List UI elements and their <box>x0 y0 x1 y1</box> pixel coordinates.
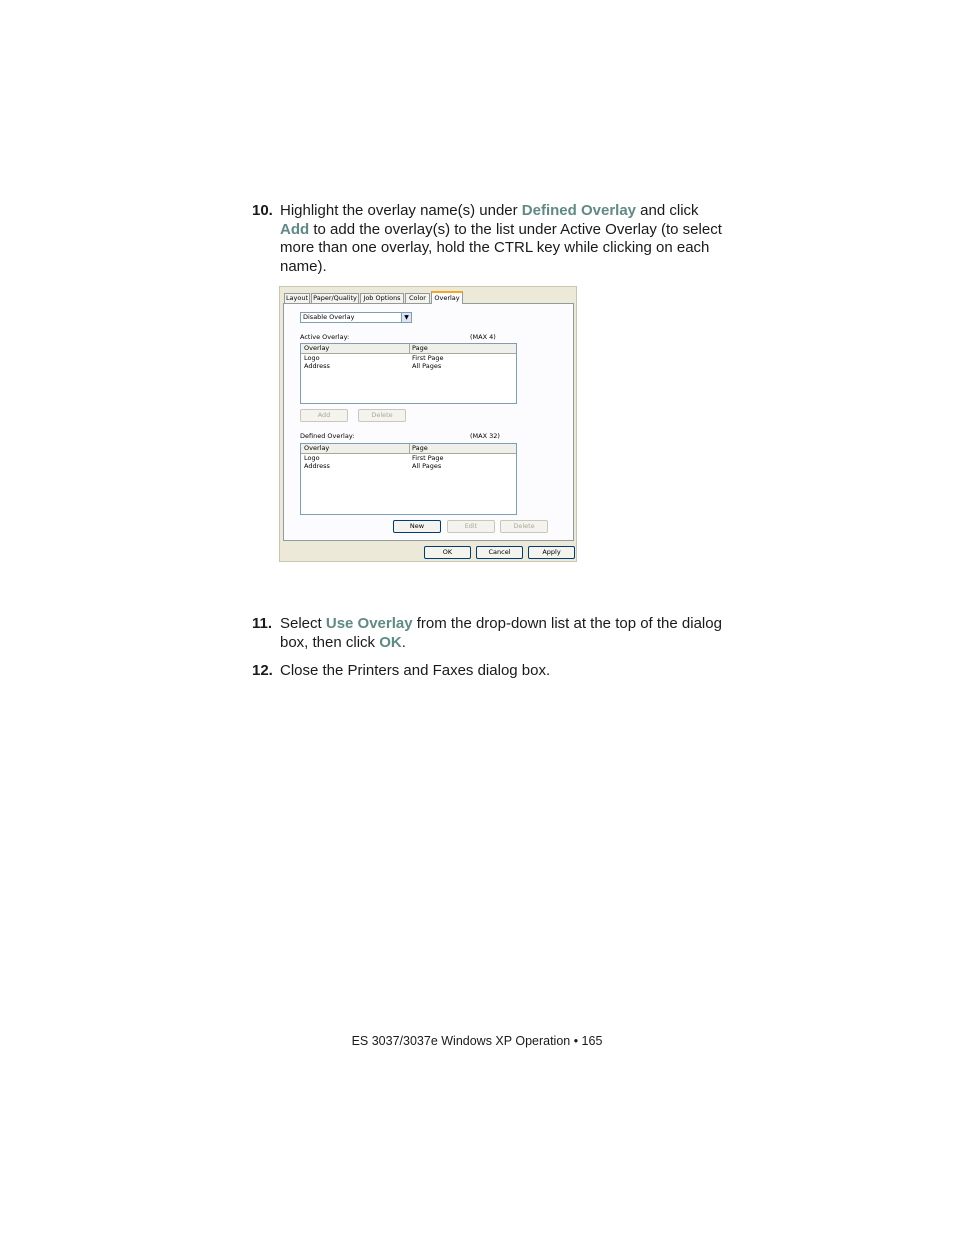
list-header <box>301 344 516 354</box>
page-footer: ES 3037/3037e Windows XP Operation • 165 <box>351 1034 603 1048</box>
list-header <box>301 444 516 454</box>
step-number: 12. <box>252 662 273 679</box>
tab-color[interactable]: Color <box>405 293 430 303</box>
tab-layout[interactable]: Layout <box>285 294 309 302</box>
overlay-dialog-screenshot <box>279 286 577 562</box>
defined-overlay-list[interactable] <box>300 443 517 515</box>
step-11 <box>252 615 722 652</box>
column-header-overlay[interactable]: Overlay <box>304 344 330 352</box>
tab-job-options[interactable]: Job Options <box>360 293 404 303</box>
active-overlay-max: (MAX 4) <box>470 333 496 341</box>
step-number: 10. <box>252 202 273 219</box>
overlay-mode-value: Disable Overlay <box>303 313 355 321</box>
edit-button[interactable]: Edit <box>447 520 495 533</box>
add-ref: Add <box>280 220 310 238</box>
delete-overlay-button[interactable]: Delete <box>500 520 548 533</box>
overlay-panel <box>283 303 574 541</box>
tab-paper-quality[interactable]: Paper/Quality <box>311 293 359 303</box>
column-header-overlay[interactable]: Overlay <box>304 444 330 452</box>
list-item[interactable]: Logo First Page <box>304 454 444 462</box>
tab-overlay[interactable]: Overlay <box>431 291 463 304</box>
chevron-down-icon[interactable]: ▼ <box>401 313 411 322</box>
use-overlay-ref: Use Overlay <box>325 615 413 632</box>
column-header-page[interactable]: Page <box>412 344 428 352</box>
add-button[interactable]: Add <box>300 409 348 422</box>
overlay-mode-select[interactable] <box>300 312 412 323</box>
active-overlay-label: Active Overlay: <box>300 333 350 341</box>
step-text: Select Use Overlay from the drop-down list at the top of the dialog box, then click OK. <box>280 615 722 651</box>
list-item[interactable]: Address All Pages <box>304 362 442 370</box>
ok-ref: OK <box>379 633 402 651</box>
defined-overlay-max: (MAX 32) <box>470 432 500 440</box>
new-button[interactable]: New <box>393 520 441 533</box>
list-item[interactable]: Address All Pages <box>304 462 442 470</box>
ok-button[interactable]: OK <box>424 546 471 559</box>
column-header-page[interactable]: Page <box>412 444 428 452</box>
delete-button[interactable]: Delete <box>358 409 406 422</box>
step-text: Highlight the overlay name(s) under Defined Overlay and click Add to add the overlay(s) to the list under Active Overlay (to select more than one overlay, hold the CTRL key while clicking on each name). <box>280 202 722 275</box>
active-overlay-list[interactable] <box>300 343 517 404</box>
step-10 <box>252 202 722 276</box>
cancel-button[interactable]: Cancel <box>476 546 523 559</box>
defined-overlay-ref: Defined Overlay <box>521 202 637 219</box>
step-text: Close the Printers and Faxes dialog box. <box>280 662 551 679</box>
step-number: 11. <box>252 615 273 632</box>
defined-overlay-label: Defined Overlay: <box>300 432 355 440</box>
list-item[interactable]: Logo First Page <box>304 354 444 362</box>
step-12 <box>252 662 722 681</box>
apply-button[interactable]: Apply <box>528 546 575 559</box>
